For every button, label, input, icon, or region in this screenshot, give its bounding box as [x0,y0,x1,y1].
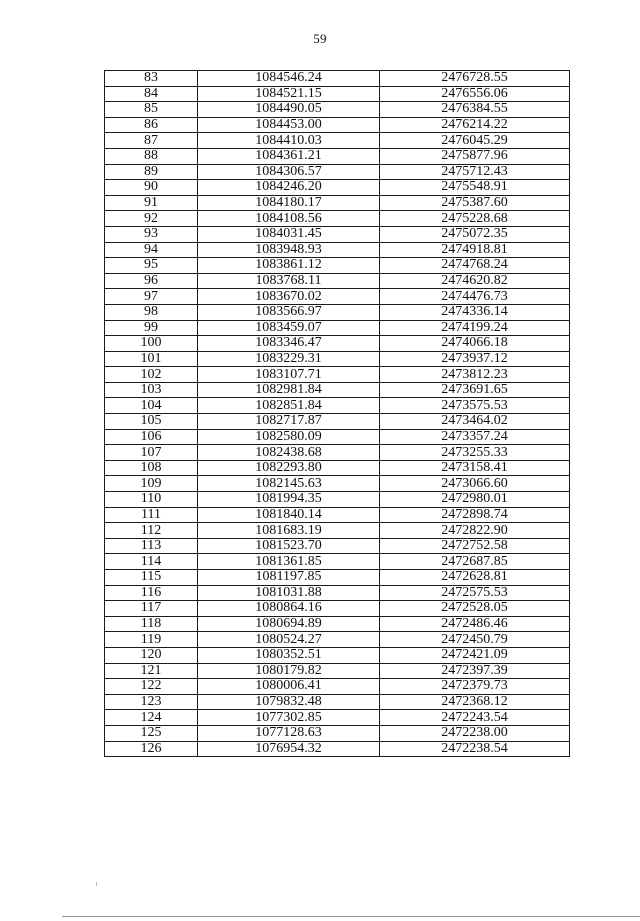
point-number-cell: 98 [105,304,198,320]
x-coordinate-cell: 1081523.70 [198,538,380,554]
point-number-cell: 120 [105,647,198,663]
table-row [105,273,570,289]
table-row [105,382,570,398]
y-coordinate-cell: 2472421.09 [380,647,570,663]
y-coordinate-cell: 2472450.79 [380,632,570,648]
point-number-cell: 91 [105,195,198,211]
x-coordinate-cell: 1082981.84 [198,382,380,398]
y-coordinate-cell: 2472687.85 [380,554,570,570]
x-coordinate-cell: 1084521.15 [198,86,380,102]
table-row [105,242,570,258]
point-number-cell: 114 [105,554,198,570]
point-number-cell: 103 [105,382,198,398]
y-coordinate-cell: 2475072.35 [380,226,570,242]
x-coordinate-cell: 1082438.68 [198,445,380,461]
x-coordinate-cell: 1084246.20 [198,180,380,196]
point-number-cell: 85 [105,102,198,118]
x-coordinate-cell: 1080352.51 [198,647,380,663]
y-coordinate-cell: 2476214.22 [380,117,570,133]
y-coordinate-cell: 2474336.14 [380,304,570,320]
table-row [105,180,570,196]
point-number-cell: 126 [105,741,198,757]
point-number-cell: 87 [105,133,198,149]
point-number-cell: 95 [105,258,198,274]
x-coordinate-cell: 1082580.09 [198,429,380,445]
point-number-cell: 124 [105,710,198,726]
table-row [105,616,570,632]
y-coordinate-cell: 2474918.81 [380,242,570,258]
table-row [105,86,570,102]
y-coordinate-cell: 2474199.24 [380,320,570,336]
x-coordinate-cell: 1077128.63 [198,725,380,741]
table-row [105,507,570,523]
y-coordinate-cell: 2476045.29 [380,133,570,149]
y-coordinate-cell: 2473464.02 [380,414,570,430]
x-coordinate-cell: 1080694.89 [198,616,380,632]
table-row [105,351,570,367]
table-row [105,585,570,601]
table-row [105,725,570,741]
point-number-cell: 125 [105,725,198,741]
table-row [105,117,570,133]
table-row [105,226,570,242]
x-coordinate-cell: 1084180.17 [198,195,380,211]
table-row [105,523,570,539]
x-coordinate-cell: 1083107.71 [198,367,380,383]
x-coordinate-cell: 1084361.21 [198,148,380,164]
y-coordinate-cell: 2475548.91 [380,180,570,196]
table-row [105,414,570,430]
table-row [105,492,570,508]
y-coordinate-cell: 2475228.68 [380,211,570,227]
x-coordinate-cell: 1080524.27 [198,632,380,648]
point-number-cell: 108 [105,460,198,476]
point-number-cell: 122 [105,679,198,695]
table-row [105,632,570,648]
point-number-cell: 99 [105,320,198,336]
y-coordinate-cell: 2472238.00 [380,725,570,741]
point-number-cell: 107 [105,445,198,461]
x-coordinate-cell: 1082851.84 [198,398,380,414]
y-coordinate-cell: 2473357.24 [380,429,570,445]
table-row [105,538,570,554]
table-row [105,663,570,679]
y-coordinate-cell: 2472528.05 [380,601,570,617]
y-coordinate-cell: 2472397.39 [380,663,570,679]
y-coordinate-cell: 2474768.24 [380,258,570,274]
x-coordinate-cell: 1082717.87 [198,414,380,430]
scan-mark [96,882,97,886]
x-coordinate-cell: 1081361.85 [198,554,380,570]
point-number-cell: 92 [105,211,198,227]
x-coordinate-cell: 1083459.07 [198,320,380,336]
point-number-cell: 102 [105,367,198,383]
point-number-cell: 123 [105,694,198,710]
table-row [105,429,570,445]
page-number: 59 [313,31,327,46]
x-coordinate-cell: 1083861.12 [198,258,380,274]
y-coordinate-cell: 2472379.73 [380,679,570,695]
x-coordinate-cell: 1080179.82 [198,663,380,679]
point-number-cell: 100 [105,336,198,352]
y-coordinate-cell: 2475387.60 [380,195,570,211]
point-number-cell: 105 [105,414,198,430]
point-number-cell: 101 [105,351,198,367]
coordinates-table-body [105,71,570,757]
y-coordinate-cell: 2472898.74 [380,507,570,523]
x-coordinate-cell: 1083229.31 [198,351,380,367]
x-coordinate-cell: 1084546.24 [198,71,380,87]
y-coordinate-cell: 2473575.53 [380,398,570,414]
table-row [105,367,570,383]
x-coordinate-cell: 1077302.85 [198,710,380,726]
y-coordinate-cell: 2472752.58 [380,538,570,554]
y-coordinate-cell: 2472822.90 [380,523,570,539]
point-number-cell: 93 [105,226,198,242]
table-row [105,694,570,710]
table-row [105,336,570,352]
table-row [105,741,570,757]
x-coordinate-cell: 1081031.88 [198,585,380,601]
x-coordinate-cell: 1083670.02 [198,289,380,305]
x-coordinate-cell: 1083346.47 [198,336,380,352]
point-number-cell: 117 [105,601,198,617]
y-coordinate-cell: 2473066.60 [380,476,570,492]
x-coordinate-cell: 1081683.19 [198,523,380,539]
point-number-cell: 121 [105,663,198,679]
table-row [105,133,570,149]
y-coordinate-cell: 2473691.65 [380,382,570,398]
x-coordinate-cell: 1081840.14 [198,507,380,523]
y-coordinate-cell: 2472368.12 [380,694,570,710]
y-coordinate-cell: 2473812.23 [380,367,570,383]
x-coordinate-cell: 1084410.03 [198,133,380,149]
point-number-cell: 84 [105,86,198,102]
y-coordinate-cell: 2476728.55 [380,71,570,87]
point-number-cell: 94 [105,242,198,258]
point-number-cell: 112 [105,523,198,539]
y-coordinate-cell: 2472628.81 [380,570,570,586]
y-coordinate-cell: 2475877.96 [380,148,570,164]
x-coordinate-cell: 1082293.80 [198,460,380,476]
x-coordinate-cell: 1083948.93 [198,242,380,258]
x-coordinate-cell: 1084490.05 [198,102,380,118]
table-row [105,71,570,87]
x-coordinate-cell: 1080864.16 [198,601,380,617]
x-coordinate-cell: 1080006.41 [198,679,380,695]
point-number-cell: 116 [105,585,198,601]
x-coordinate-cell: 1081994.35 [198,492,380,508]
point-number-cell: 106 [105,429,198,445]
point-number-cell: 109 [105,476,198,492]
y-coordinate-cell: 2472980.01 [380,492,570,508]
y-coordinate-cell: 2476556.06 [380,86,570,102]
x-coordinate-cell: 1083566.97 [198,304,380,320]
x-coordinate-cell: 1084306.57 [198,164,380,180]
table-row [105,304,570,320]
y-coordinate-cell: 2475712.43 [380,164,570,180]
point-number-cell: 111 [105,507,198,523]
table-row [105,710,570,726]
point-number-cell: 119 [105,632,198,648]
table-row [105,164,570,180]
point-number-cell: 83 [105,71,198,87]
point-number-cell: 89 [105,164,198,180]
y-coordinate-cell: 2472575.53 [380,585,570,601]
table-row [105,445,570,461]
y-coordinate-cell: 2473255.33 [380,445,570,461]
table-row [105,570,570,586]
table-row [105,601,570,617]
table-row [105,476,570,492]
x-coordinate-cell: 1084031.45 [198,226,380,242]
point-number-cell: 110 [105,492,198,508]
table-row [105,258,570,274]
y-coordinate-cell: 2472486.46 [380,616,570,632]
table-row [105,148,570,164]
point-number-cell: 86 [105,117,198,133]
table-row [105,398,570,414]
point-number-cell: 96 [105,273,198,289]
table-row [105,679,570,695]
x-coordinate-cell: 1084108.56 [198,211,380,227]
y-coordinate-cell: 2472238.54 [380,741,570,757]
y-coordinate-cell: 2473158.41 [380,460,570,476]
table-row [105,211,570,227]
table-row [105,320,570,336]
x-coordinate-cell: 1083768.11 [198,273,380,289]
point-number-cell: 115 [105,570,198,586]
point-number-cell: 90 [105,180,198,196]
table-row [105,289,570,305]
point-number-cell: 104 [105,398,198,414]
x-coordinate-cell: 1084453.00 [198,117,380,133]
y-coordinate-cell: 2473937.12 [380,351,570,367]
x-coordinate-cell: 1076954.32 [198,741,380,757]
table-row [105,647,570,663]
scan-edge-line [62,916,640,917]
point-number-cell: 113 [105,538,198,554]
coordinates-table [104,70,570,757]
y-coordinate-cell: 2474476.73 [380,289,570,305]
table-row [105,554,570,570]
point-number-cell: 88 [105,148,198,164]
y-coordinate-cell: 2472243.54 [380,710,570,726]
point-number-cell: 97 [105,289,198,305]
table-row [105,195,570,211]
y-coordinate-cell: 2474620.82 [380,273,570,289]
point-number-cell: 118 [105,616,198,632]
y-coordinate-cell: 2476384.55 [380,102,570,118]
table-row [105,102,570,118]
y-coordinate-cell: 2474066.18 [380,336,570,352]
table-row [105,460,570,476]
x-coordinate-cell: 1079832.48 [198,694,380,710]
x-coordinate-cell: 1082145.63 [198,476,380,492]
x-coordinate-cell: 1081197.85 [198,570,380,586]
